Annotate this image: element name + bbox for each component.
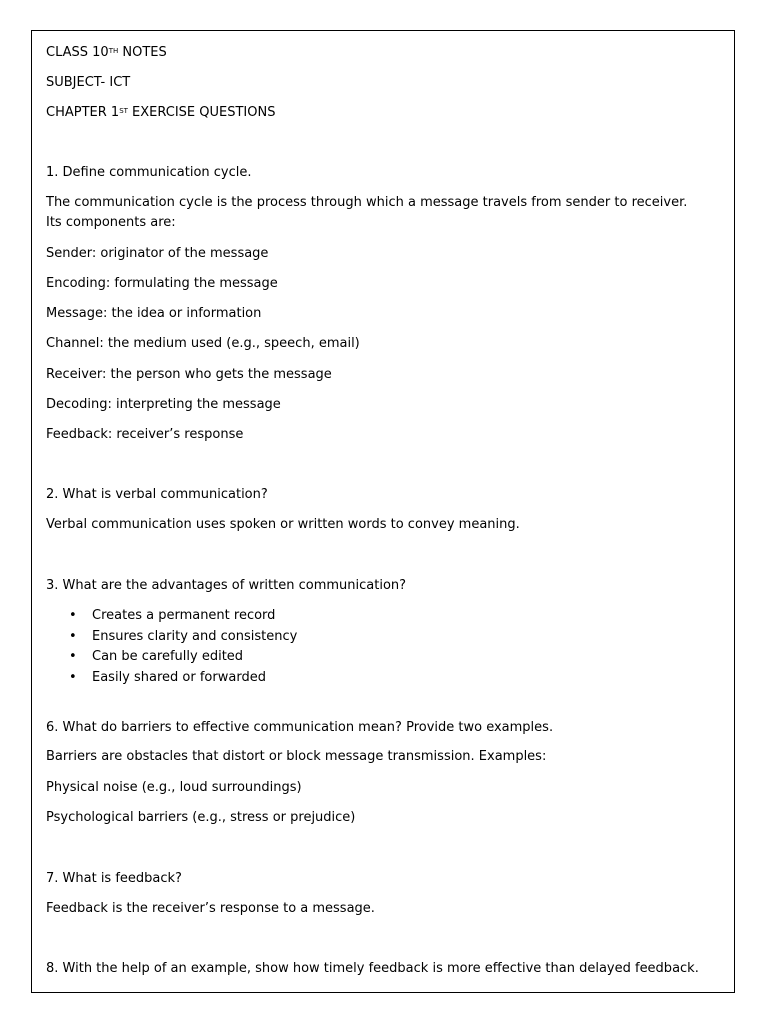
question-8: 8. With the help of an example, show how timely feedback is more effective than delayed feedback.: [46, 961, 699, 976]
question-3: 3. What are the advantages of written communication?: [46, 578, 407, 593]
component-item: Decoding: interpreting the message: [46, 397, 281, 412]
answer-7: Feedback is the receiver’s response to a message.: [46, 901, 375, 916]
question-6: 6. What do barriers to effective communication mean? Provide two examples.: [46, 720, 554, 735]
class-heading: CLASS 10TH NOTES: [46, 45, 167, 60]
bullet-item: • Can be carefully edited: [92, 649, 243, 665]
bullet-item: • Easily shared or forwarded: [92, 670, 266, 686]
example-item: Physical noise (e.g., loud surroundings): [46, 780, 302, 795]
component-item: Message: the idea or information: [46, 306, 262, 321]
component-item: Sender: originator of the message: [46, 246, 269, 261]
answer-1: The communication cycle is the process through which a message travels from sender to receiver. Its components are:: [46, 195, 688, 230]
bullet-item: • Creates a permanent record: [92, 608, 275, 624]
component-item: Feedback: receiver’s response: [46, 427, 244, 442]
answer-6: Barriers are obstacles that distort or block message transmission. Examples:: [46, 749, 547, 764]
bullet-item: • Ensures clarity and consistency: [92, 629, 297, 645]
question-7: 7. What is feedback?: [46, 871, 182, 886]
answer-2: Verbal communication uses spoken or written words to convey meaning.: [46, 517, 520, 532]
question-1: 1. Define communication cycle.: [46, 165, 252, 180]
question-2: 2. What is verbal communication?: [46, 487, 268, 502]
subject-heading: SUBJECT- ICT: [46, 75, 131, 90]
component-item: Channel: the medium used (e.g., speech, email): [46, 336, 360, 351]
component-item: Receiver: the person who gets the message: [46, 367, 332, 382]
example-item: Psychological barriers (e.g., stress or prejudice): [46, 810, 356, 825]
chapter-heading: CHAPTER 1ST EXERCISE QUESTIONS: [46, 105, 276, 120]
component-item: Encoding: formulating the message: [46, 276, 278, 291]
